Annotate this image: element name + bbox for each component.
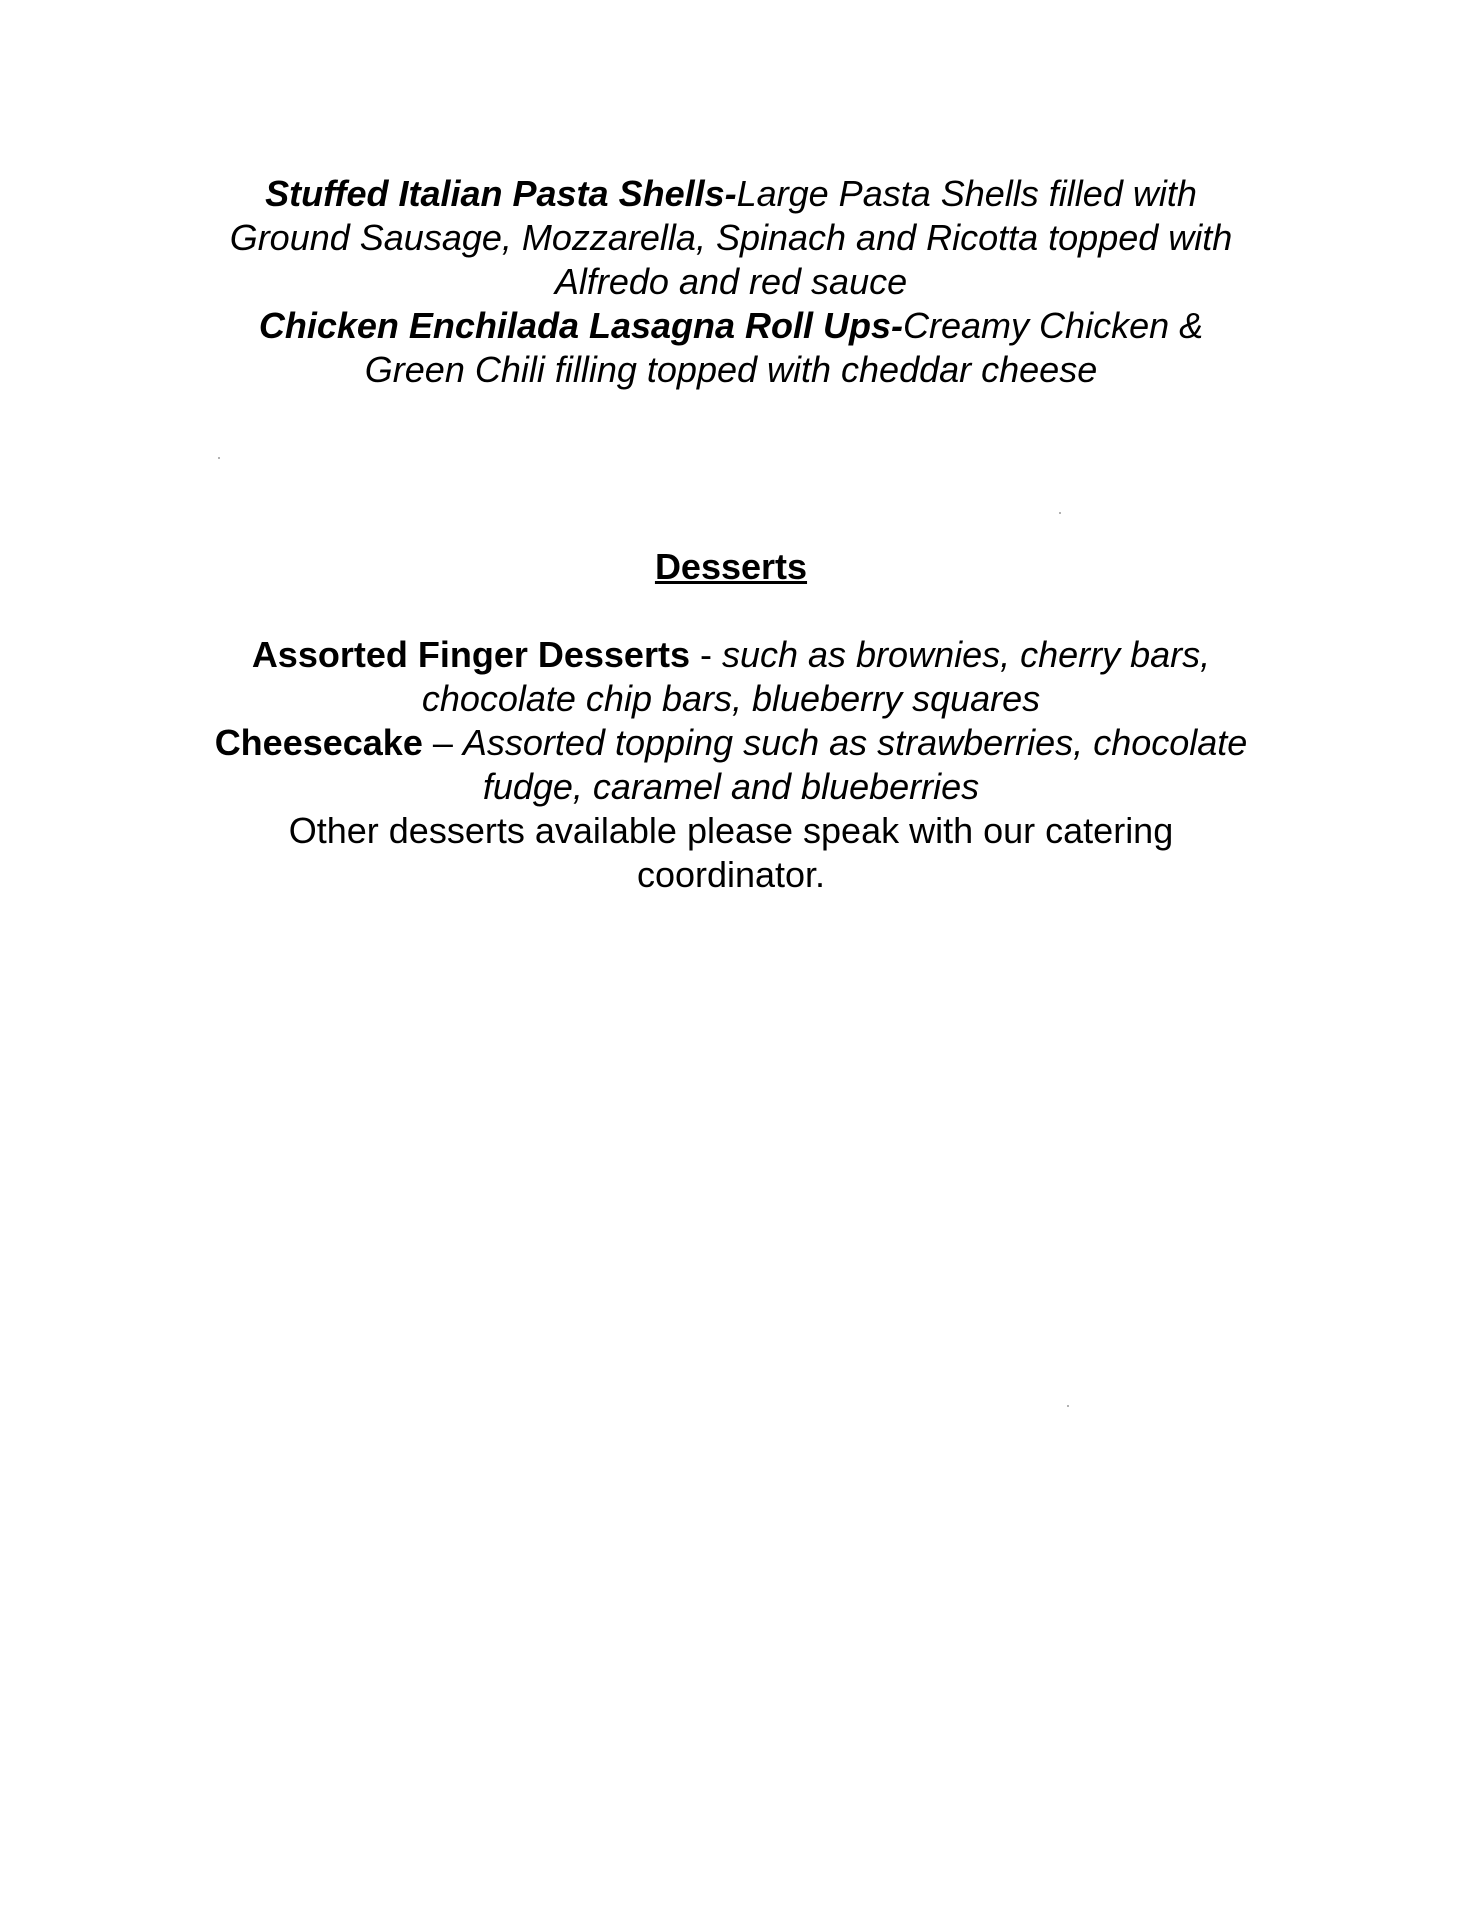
scan-speck xyxy=(218,457,220,459)
desserts-section xyxy=(0,633,1462,897)
menu-item-enchilada-roll-ups xyxy=(0,304,1462,392)
menu-item-description: Green Chili filling topped with cheddar cheese xyxy=(364,349,1098,390)
menu-item-line xyxy=(0,721,1462,765)
menu-item-name: Assorted Finger Desserts xyxy=(251,634,690,675)
menu-item-description: such as brownies, cherry bars, xyxy=(721,634,1211,675)
menu-item-description: chocolate chip bars, blueberry squares xyxy=(421,678,1041,719)
menu-item-finger-desserts xyxy=(0,633,1462,721)
menu-item-stuffed-shells xyxy=(0,172,1462,304)
menu-item-separator: - xyxy=(689,634,722,675)
desserts-heading: Desserts xyxy=(654,546,808,587)
menu-item-description: Creamy Chicken & xyxy=(903,305,1204,346)
menu-item-name: Chicken Enchilada Lasagna Roll Ups- xyxy=(258,305,904,346)
menu-item-line xyxy=(0,172,1462,216)
menu-item-name: Stuffed Italian Pasta Shells- xyxy=(265,173,737,214)
desserts-note xyxy=(0,809,1462,897)
menu-item-line xyxy=(0,633,1462,677)
scan-speck xyxy=(1059,512,1061,514)
menu-item-name: Cheesecake xyxy=(214,722,423,763)
menu-item-description: Alfredo and red sauce xyxy=(554,261,908,302)
menu-item-description: Assorted topping such as strawberries, chocolate xyxy=(462,722,1248,763)
menu-item-separator: – xyxy=(422,722,463,763)
entrees-section xyxy=(0,172,1462,392)
menu-item-description: fudge, caramel and blueberries xyxy=(482,766,980,807)
menu-item-description: Ground Sausage, Mozzarella, Spinach and Ricotta topped with xyxy=(229,217,1233,258)
menu-item-line xyxy=(0,304,1462,348)
menu-item-description: Large Pasta Shells filled with xyxy=(736,173,1197,214)
menu-item-cheesecake xyxy=(0,721,1462,809)
desserts-note-line: coordinator. xyxy=(636,854,826,895)
scan-speck xyxy=(1067,1405,1069,1407)
desserts-note-line: Other desserts available please speak with our catering xyxy=(288,810,1174,851)
